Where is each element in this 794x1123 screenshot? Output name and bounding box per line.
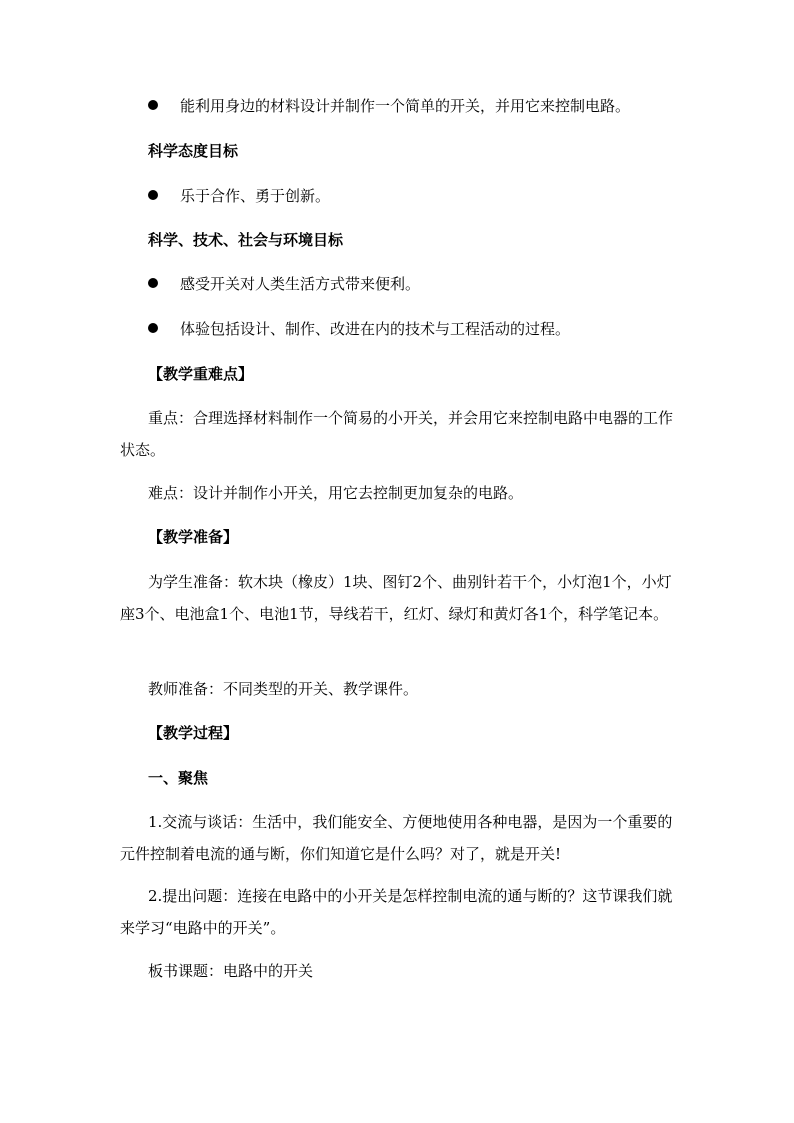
bullet-text: 能利用身边的材料设计并制作一个简单的开关，并用它来控制电路。 (180, 97, 631, 115)
bullet-dot-icon (148, 278, 158, 288)
paragraph-hard-point: 难点：设计并制作小开关，用它去控制更加复杂的电路。 (148, 484, 524, 502)
bullet-dot-icon (148, 190, 158, 200)
bullet-text: 乐于合作、勇于创新。 (180, 187, 331, 205)
paragraph-key-point: 重点：合理选择材料制作一个简易的小开关，并会用它来控制电路中电器的工作状态。 (120, 409, 674, 459)
section-heading-sts: 科学、技术、社会与环境目标 (148, 231, 344, 249)
bullet-text: 体验包括设计、制作、改进在内的技术与工程活动的过程。 (180, 320, 571, 338)
paragraph-teacher-prep: 教师准备：不同类型的开关、教学课件。 (148, 680, 419, 698)
bullet-dot-icon (148, 100, 158, 110)
bullet-dot-icon (148, 323, 158, 333)
section-heading-prep: 【教学准备】 (148, 528, 239, 546)
paragraph-board-title: 板书课题：电路中的开关 (148, 962, 314, 980)
section-heading-process: 【教学过程】 (148, 724, 239, 742)
paragraph-student-prep: 为学生准备：软木块（橡皮）1块、图钉2个、曲别针若干个，小灯泡1个，小灯座3个、电池盒1个、电池1节，导线若干，红灯、绿灯和黄灯各1个，科学笔记本。 (120, 573, 672, 623)
section-heading-focus: 一、聚焦 (148, 769, 209, 787)
paragraph-focus-1: 1.交流与谈话：生活中，我们能安全、方便地使用各种电器，是因为一个重要的元件控制着电流的通与断，你们知道它是什么吗？对了，就是开关! (120, 813, 673, 863)
paragraph-focus-2: 2.提出问题：连接在电路中的小开关是怎样控制电流的通与断的？这节课我们就来学习“电路中的开关”。 (120, 887, 673, 937)
bullet-text: 感受开关对人类生活方式带来便利。 (180, 275, 421, 293)
section-heading-attitude: 科学态度目标 (148, 142, 239, 160)
section-heading-difficulty: 【教学重难点】 (148, 365, 254, 383)
